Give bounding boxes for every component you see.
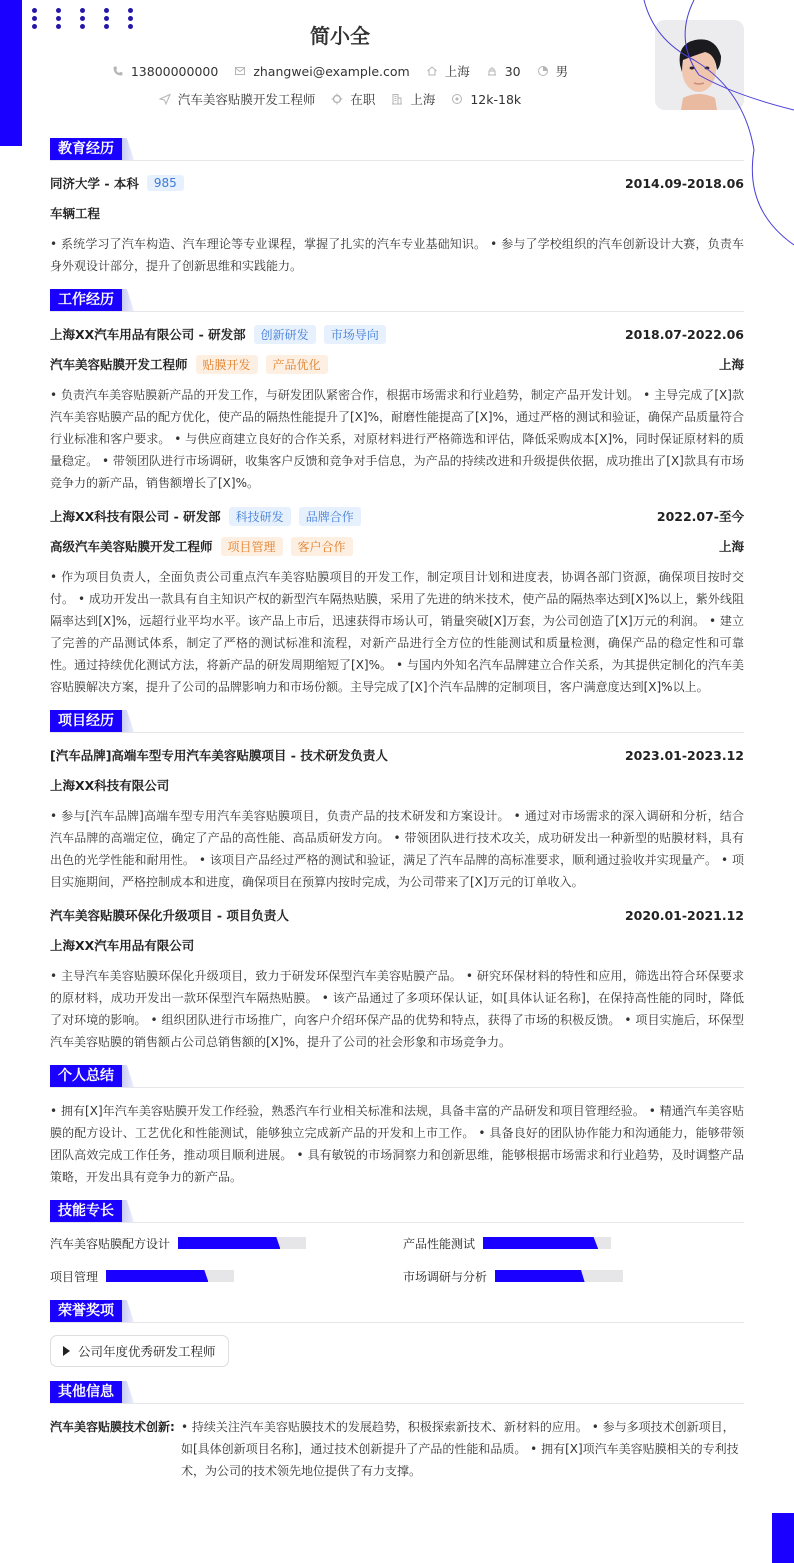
project-name: [汽车品牌]高端车型专用汽车美容贴膜项目 - 技术研发负责人 [50,748,388,763]
position-name: 汽车美容贴膜开发工程师 [50,357,188,372]
decorative-corner-bar [772,1513,794,1563]
section-title: 工作经历 [50,289,122,311]
resume-body [50,138,744,1482]
contact-row [0,62,680,80]
project-entry [50,745,744,893]
work-description: • 作为项目负责人，全面负责公司重点汽车美容贴膜项目的开发工作，制定项目计划和进度表，协调各部门资源，确保项目按时交付。 • 成功开发出一款具有自主知识产权的新型汽车隔热贴膜，采用了先进的纳米技术，使产品的隔热率达到[X]%以上，紫外线阻隔率达到[X]%，远超行业平均水平。该产品上市后，迅速获得市场认可，销量突破[X]万套，为公司创造了[X]万元的利润。 • 建立了完善的产品测试体系，制定了严格的测试标准和流程，对新产品进行全方位的性能测试和质量检测，确保产品的稳定性和可靠性。通过持续优化测试方法，将新产品的研发周期缩短了[X]%。 • 与国内外知名汽车品牌建立合作关系，为其提供定制化的汽车美容贴膜解决方案，提升了公司的品牌影响力和市场份额。主导完成了[X]个汽车品牌的定制项目，客户满意度达到[X]%以上。 [50,570,744,694]
work-description: • 负责汽车美容贴膜新产品的开发工作，与研发团队紧密合作，根据市场需求和行业趋势，制定产品开发计划。 • 主导完成了[X]款汽车美容贴膜产品的配方优化，使产品的隔热性能提升了[X]%，耐磨性能提高了[X]%，通过严格的测试和验证，确保产品质量符合行业标准和客户要求。 • 与供应商建立良好的合作关系，对原材料进行严格筛选和评估，降低采购成本[X]%，同时保证原材料的质量稳定。 • 带领团队进行市场调研，收集客户反馈和竞争对手信息，为产品的持续改进和升级提供依据，成功推出了[X]款具有市场竞争力的新产品，销售额增长了[X]%。 [50,388,744,490]
section-title: 个人总结 [50,1065,122,1087]
company-tag: 创新研发 [254,325,316,344]
contact-phone: 13800000000 [112,64,218,79]
section-title: 技能专长 [50,1200,122,1222]
project-description: • 参与[汽车品牌]高端车型专用汽车美容贴膜项目，负责产品的技术研发和方案设计。 • 通过对市场需求的深入调研和分析，结合汽车品牌的高端定位，确定了产品的高性能、高品质研发方向。 • 带领团队进行技术攻关，成功研发出一种新型的贴膜材料，具有出色的光学性能和耐用性。 • 该项目产品经过严格的测试和验证，满足了汽车品牌的高标准要求，顺利通过验收并实现量产。 • 项目实施期间，严格控制成本和进度，确保项目在预算内按时完成，为公司带来了[X]万元的订单收入。 [50,809,744,889]
project-entry [50,905,744,1053]
work-company-row [50,324,744,344]
phone-icon [112,65,124,77]
position-tag: 项目管理 [221,537,283,556]
project-name: 汽车美容贴膜环保化升级项目 - 项目负责人 [50,908,289,923]
skill-item [403,1266,744,1286]
education-major-row [50,203,744,223]
project-name-row [50,905,744,925]
skill-bar [178,1237,306,1249]
skill-name: 产品性能测试 [403,1236,476,1251]
skill-item [50,1266,403,1286]
award-name: 公司年度优秀研发工程师 [78,1344,216,1359]
position-name: 高级汽车美容贴膜开发工程师 [50,539,213,554]
company-name: 上海XX汽车用品有限公司 - 研发部 [50,327,246,342]
position-tag: 贴膜开发 [196,355,258,374]
company-name: 上海XX科技有限公司 - 研发部 [50,509,221,524]
section-work [50,289,744,698]
project-company: 上海XX汽车用品有限公司 [50,938,195,953]
skill-name: 市场调研与分析 [403,1269,488,1284]
work-position-row [50,354,744,374]
contact-gender: 男 [537,62,569,80]
work-date: 2018.07-2022.06 [624,326,744,342]
section-title: 其他信息 [50,1381,122,1403]
work-location: 上海 [718,539,744,554]
work-date: 2022.07-至今 [656,509,744,524]
section-header [50,1065,744,1088]
company-tag: 品牌合作 [299,507,361,526]
project-date: 2023.01-2023.12 [624,747,744,763]
other-info-label: 汽车美容贴膜技术创新: [50,1420,175,1434]
section-title: 项目经历 [50,710,122,732]
position-tag: 客户合作 [291,537,353,556]
skill-bar [495,1270,623,1282]
section-education [50,138,744,277]
section-header [50,1381,744,1404]
resume-header [0,0,794,140]
education-description: • 系统学习了汽车构造、汽车理论等专业课程，掌握了扎实的汽车专业基础知识。 • 参与了学校组织的汽车创新设计大赛，负责车身外观设计部分，提升了创新思维和实践能力。 [50,237,744,273]
skill-bar [483,1237,611,1249]
major: 车辆工程 [50,206,101,221]
section-summary [50,1065,744,1188]
skill-name: 项目管理 [50,1269,99,1284]
job-city: 上海 [391,90,435,108]
contact-email: zhangwei@example.com [234,64,409,79]
section-projects [50,710,744,1053]
work-location: 上海 [718,357,744,372]
school-name: 同济大学 - 本科 [50,176,139,191]
project-company: 上海XX科技有限公司 [50,778,170,793]
job-position: 汽车美容贴膜开发工程师 [159,90,316,108]
section-header [50,138,744,161]
gender-icon [537,65,549,77]
project-name-row [50,745,744,765]
avatar-photo [655,20,744,110]
home-icon [426,65,438,77]
section-header [50,1300,744,1323]
status-icon [331,93,343,105]
age-icon [486,65,498,77]
school-tag: 985 [147,175,184,191]
triangle-right-icon [63,1346,70,1356]
summary-description: • 拥有[X]年汽车美容贴膜开发工作经验，熟悉汽车行业相关标准和法规，具备丰富的产品研发和项目管理经验。 • 精通汽车美容贴膜的配方设计、工艺优化和性能测试，能够独立完成新产品的开发和上市工作。 • 具备良好的团队协作能力和沟通能力，能够带领团队高效完成工作任务，推动项目顺利进展。 • 具有敏锐的市场洞察力和创新思维，能够根据市场需求和行业趋势，及时调整产品策略，开发出具有竞争力的新产品。 [50,1104,744,1184]
skill-item [403,1233,744,1253]
skill-name: 汽车美容贴膜配方设计 [50,1236,171,1251]
salary-icon [451,93,463,105]
section-header [50,710,744,733]
job-status: 在职 [331,90,375,108]
position-tag: 产品优化 [266,355,328,374]
work-company-row [50,506,744,526]
skill-item [50,1233,403,1253]
skill-bar [106,1270,234,1282]
send-icon [159,93,171,105]
work-entry [50,506,744,698]
section-skills [50,1200,744,1286]
building-icon [391,93,403,105]
award-item [50,1335,229,1367]
contact-city: 上海 [426,62,470,80]
project-date: 2020.01-2021.12 [624,907,744,923]
contact-age: 30 [486,64,521,79]
other-info-item [50,1416,744,1482]
project-description: • 主导汽车美容贴膜环保化升级项目，致力于研发环保型汽车美容贴膜产品。 • 研究环保材料的特性和应用，筛选出符合环保要求的原材料，成功开发出一款环保型汽车隔热贴膜。 • 该产品通过了多项环保认证，如[具体认证名称]，在保持高性能的同时，降低了对环境的影响。 • 组织团队进行市场推广，向客户介绍环保产品的优势和特点，获得了市场的积极反馈。 • 项目实施后，环保型汽车美容贴膜的销售额占公司总销售额的[X]%，提升了公司的社会形象和市场竞争力。 [50,969,744,1049]
candidate-name: 简小全 [310,24,370,48]
education-entry-header [50,173,744,193]
skills-grid [50,1233,744,1286]
section-title: 教育经历 [50,138,122,160]
project-company-row [50,935,744,955]
section-title: 荣誉奖项 [50,1300,122,1322]
company-tag: 市场导向 [324,325,386,344]
other-info-text: • 持续关注汽车美容贴膜技术的发展趋势，积极探索新技术、新材料的应用。 • 参与多项技术创新项目，如[具体创新项目名称]，通过技术创新提升了产品的性能和品质。 • 拥有[X]项汽车美容贴膜相关的专利技术，为公司的技术领先地位提供了有力支撑。 [181,1420,739,1478]
work-position-row [50,536,744,556]
job-salary: 12k-18k [451,92,521,107]
section-awards [50,1300,744,1381]
section-header [50,1200,744,1223]
education-date: 2014.09-2018.06 [624,175,744,191]
work-entry [50,324,744,494]
section-header [50,289,744,312]
mail-icon [234,65,246,77]
project-company-row [50,775,744,795]
job-intent-row [0,90,680,108]
company-tag: 科技研发 [229,507,291,526]
section-other [50,1381,744,1482]
